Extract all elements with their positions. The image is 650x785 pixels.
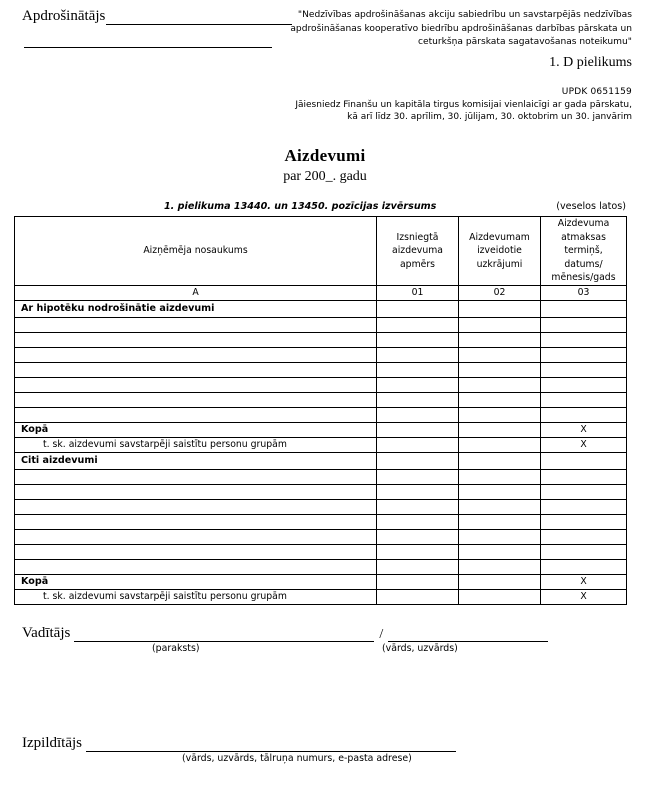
total-label: Kopā bbox=[15, 422, 377, 437]
executor-input-line[interactable] bbox=[86, 737, 456, 752]
cell-borrower[interactable] bbox=[15, 362, 377, 377]
cell-01[interactable] bbox=[377, 514, 459, 529]
col-code-02: 02 bbox=[459, 285, 541, 300]
insurer-input-line-2[interactable] bbox=[24, 47, 272, 48]
cell-02[interactable] bbox=[459, 529, 541, 544]
total-cell-02[interactable] bbox=[459, 422, 541, 437]
cell-02[interactable] bbox=[459, 377, 541, 392]
manager-signature-row bbox=[22, 625, 628, 642]
cell-01[interactable] bbox=[377, 407, 459, 422]
cell-02[interactable] bbox=[459, 469, 541, 484]
col-code-01: 01 bbox=[377, 285, 459, 300]
executor-hint: (vārds, uzvārds, tālruņa numurs, e-pasta adrese) bbox=[182, 753, 412, 764]
cell-01[interactable] bbox=[377, 469, 459, 484]
cell-borrower[interactable] bbox=[15, 529, 377, 544]
document-header bbox=[0, 0, 650, 132]
cell-01[interactable] bbox=[377, 377, 459, 392]
cell-03[interactable] bbox=[541, 484, 627, 499]
col-header-borrower: Aizņēmēja nosaukums bbox=[15, 217, 377, 286]
cell-03[interactable] bbox=[541, 469, 627, 484]
table-row bbox=[15, 347, 627, 362]
col-code-03: 03 bbox=[541, 285, 627, 300]
signature-area bbox=[0, 625, 650, 767]
section-header-row bbox=[15, 300, 627, 317]
section-cell-03 bbox=[541, 300, 627, 317]
section-cell-03 bbox=[541, 452, 627, 469]
cell-borrower[interactable] bbox=[15, 559, 377, 574]
slash-separator: / bbox=[379, 627, 384, 642]
cell-01[interactable] bbox=[377, 317, 459, 332]
subtotal-row bbox=[15, 589, 627, 604]
insurer-label: Apdrošinātājs bbox=[22, 8, 106, 24]
insurer-field-block bbox=[22, 8, 292, 48]
submission-note-line-2: kā arī līdz 30. aprīlim, 30. jūlijam, 30. oktobrim un 30. janvārim bbox=[347, 112, 632, 123]
cell-01[interactable] bbox=[377, 362, 459, 377]
total-cell-01[interactable] bbox=[377, 422, 459, 437]
manager-signature-line[interactable] bbox=[74, 627, 374, 642]
manager-name-hint: (vārds, uzvārds) bbox=[382, 643, 458, 654]
page-title: Aizdevumi bbox=[284, 146, 366, 165]
page-subtitle: par 200_. gadu bbox=[283, 169, 367, 184]
executor-hints-row bbox=[22, 753, 628, 767]
cell-03[interactable] bbox=[541, 332, 627, 347]
table-header-row bbox=[15, 217, 627, 286]
signature-spacer bbox=[0, 657, 650, 735]
executor-label: Izpildītājs bbox=[22, 735, 82, 751]
cell-borrower[interactable] bbox=[15, 377, 377, 392]
total-cell-03-xmark: X bbox=[541, 422, 627, 437]
cell-borrower[interactable] bbox=[15, 514, 377, 529]
cell-01[interactable] bbox=[377, 499, 459, 514]
subtotal-cell-02[interactable] bbox=[459, 589, 541, 604]
manager-name-line[interactable] bbox=[388, 627, 548, 642]
table-row bbox=[15, 362, 627, 377]
cell-02[interactable] bbox=[459, 544, 541, 559]
col-header-02: Aizdevumam izveidotie uzkrājumi bbox=[459, 217, 541, 286]
section-header-row bbox=[15, 452, 627, 469]
cell-02[interactable] bbox=[459, 362, 541, 377]
insurer-field-row bbox=[22, 8, 292, 25]
annex-number: 1. D pielikums bbox=[549, 54, 632, 70]
cell-02[interactable] bbox=[459, 499, 541, 514]
cell-borrower[interactable] bbox=[15, 484, 377, 499]
table-row bbox=[15, 559, 627, 574]
cell-borrower[interactable] bbox=[15, 347, 377, 362]
table-row bbox=[15, 514, 627, 529]
subtotal-cell-03-xmark: X bbox=[541, 589, 627, 604]
total-row bbox=[15, 422, 627, 437]
cell-03[interactable] bbox=[541, 559, 627, 574]
executor-signature-row bbox=[22, 735, 628, 752]
cell-02[interactable] bbox=[459, 332, 541, 347]
col-header-01: Izsniegtā aizdevuma apmērs bbox=[377, 217, 459, 286]
title-block bbox=[0, 146, 650, 185]
cell-01[interactable] bbox=[377, 332, 459, 347]
cell-02[interactable] bbox=[459, 347, 541, 362]
table-row bbox=[15, 392, 627, 407]
table-row bbox=[15, 499, 627, 514]
cell-03[interactable] bbox=[541, 514, 627, 529]
cell-03[interactable] bbox=[541, 392, 627, 407]
cell-borrower[interactable] bbox=[15, 469, 377, 484]
insurer-input-line[interactable] bbox=[106, 10, 292, 25]
table-row bbox=[15, 317, 627, 332]
cell-01[interactable] bbox=[377, 529, 459, 544]
cell-03[interactable] bbox=[541, 544, 627, 559]
subtotal-cell-01[interactable] bbox=[377, 589, 459, 604]
cell-03[interactable] bbox=[541, 377, 627, 392]
cell-03[interactable] bbox=[541, 362, 627, 377]
section-cell-01 bbox=[377, 300, 459, 317]
subtotal-label: t. sk. aizdevumi savstarpēji saistītu personu grupām bbox=[15, 437, 377, 452]
section-cell-02 bbox=[459, 452, 541, 469]
cell-02[interactable] bbox=[459, 407, 541, 422]
table-code-row bbox=[15, 285, 627, 300]
cell-03[interactable] bbox=[541, 499, 627, 514]
signature-hint: (paraksts) bbox=[152, 643, 200, 654]
cell-03[interactable] bbox=[541, 407, 627, 422]
cell-02[interactable] bbox=[459, 484, 541, 499]
submission-note-line-1: Jāiesniedz Finanšu un kapitāla tirgus komisijai vienlaicīgi ar gada pārskatu, bbox=[295, 99, 632, 110]
cell-01[interactable] bbox=[377, 484, 459, 499]
regulation-quote-text: "Nedzīvības apdrošināšanas akciju sabiedrību un savstarpējās nedzīvības apdrošināšanas kooperatīvo biedrību apdrošināšanas darbības pārskata un ceturkšņa pārskata sagatavošanas noteikumu" bbox=[290, 10, 632, 47]
table-caption-reference: 1. pielikuma 13440. un 13450. pozīcijas izvērsums bbox=[164, 201, 437, 212]
table-row bbox=[15, 377, 627, 392]
cell-02[interactable] bbox=[459, 392, 541, 407]
col-code-a: A bbox=[15, 285, 377, 300]
cell-01[interactable] bbox=[377, 347, 459, 362]
subtotal-label: t. sk. aizdevumi savstarpēji saistītu personu grupām bbox=[15, 589, 377, 604]
cell-02[interactable] bbox=[459, 559, 541, 574]
updk-block bbox=[282, 86, 632, 124]
cell-03[interactable] bbox=[541, 317, 627, 332]
cell-01[interactable] bbox=[377, 544, 459, 559]
regulation-reference-block bbox=[282, 9, 632, 73]
total-label: Kopā bbox=[15, 574, 377, 589]
col-header-03: Aizdevuma atmaksas termiņš, datums/ mēnesis/gads bbox=[541, 217, 627, 286]
manager-label: Vadītājs bbox=[22, 625, 71, 641]
cell-01[interactable] bbox=[377, 392, 459, 407]
subtotal-cell-03-xmark: X bbox=[541, 437, 627, 452]
section-cell-02 bbox=[459, 300, 541, 317]
cell-03[interactable] bbox=[541, 347, 627, 362]
table-caption-units: (veselos latos) bbox=[556, 201, 626, 212]
cell-borrower[interactable] bbox=[15, 392, 377, 407]
table-caption bbox=[24, 201, 626, 215]
table-row bbox=[15, 529, 627, 544]
cell-borrower[interactable] bbox=[15, 499, 377, 514]
cell-borrower[interactable] bbox=[15, 332, 377, 347]
cell-03[interactable] bbox=[541, 529, 627, 544]
section-cell-01 bbox=[377, 452, 459, 469]
cell-borrower[interactable] bbox=[15, 317, 377, 332]
cell-02[interactable] bbox=[459, 317, 541, 332]
cell-02[interactable] bbox=[459, 514, 541, 529]
total-row bbox=[15, 574, 627, 589]
table-row bbox=[15, 469, 627, 484]
section-title: Citi aizdevumi bbox=[15, 452, 377, 469]
table-row bbox=[15, 544, 627, 559]
subtotal-cell-01[interactable] bbox=[377, 437, 459, 452]
cell-borrower[interactable] bbox=[15, 544, 377, 559]
subtotal-row bbox=[15, 437, 627, 452]
loans-table bbox=[14, 216, 627, 605]
section-title: Ar hipotēku nodrošinātie aizdevumi bbox=[15, 300, 377, 317]
table-row bbox=[15, 332, 627, 347]
total-cell-02[interactable] bbox=[459, 574, 541, 589]
cell-01[interactable] bbox=[377, 559, 459, 574]
total-cell-03-xmark: X bbox=[541, 574, 627, 589]
table-row bbox=[15, 484, 627, 499]
table-row bbox=[15, 407, 627, 422]
total-cell-01[interactable] bbox=[377, 574, 459, 589]
manager-hints-row bbox=[22, 643, 628, 657]
cell-borrower[interactable] bbox=[15, 407, 377, 422]
subtotal-cell-02[interactable] bbox=[459, 437, 541, 452]
updk-code: UPDK 0651159 bbox=[561, 87, 632, 97]
